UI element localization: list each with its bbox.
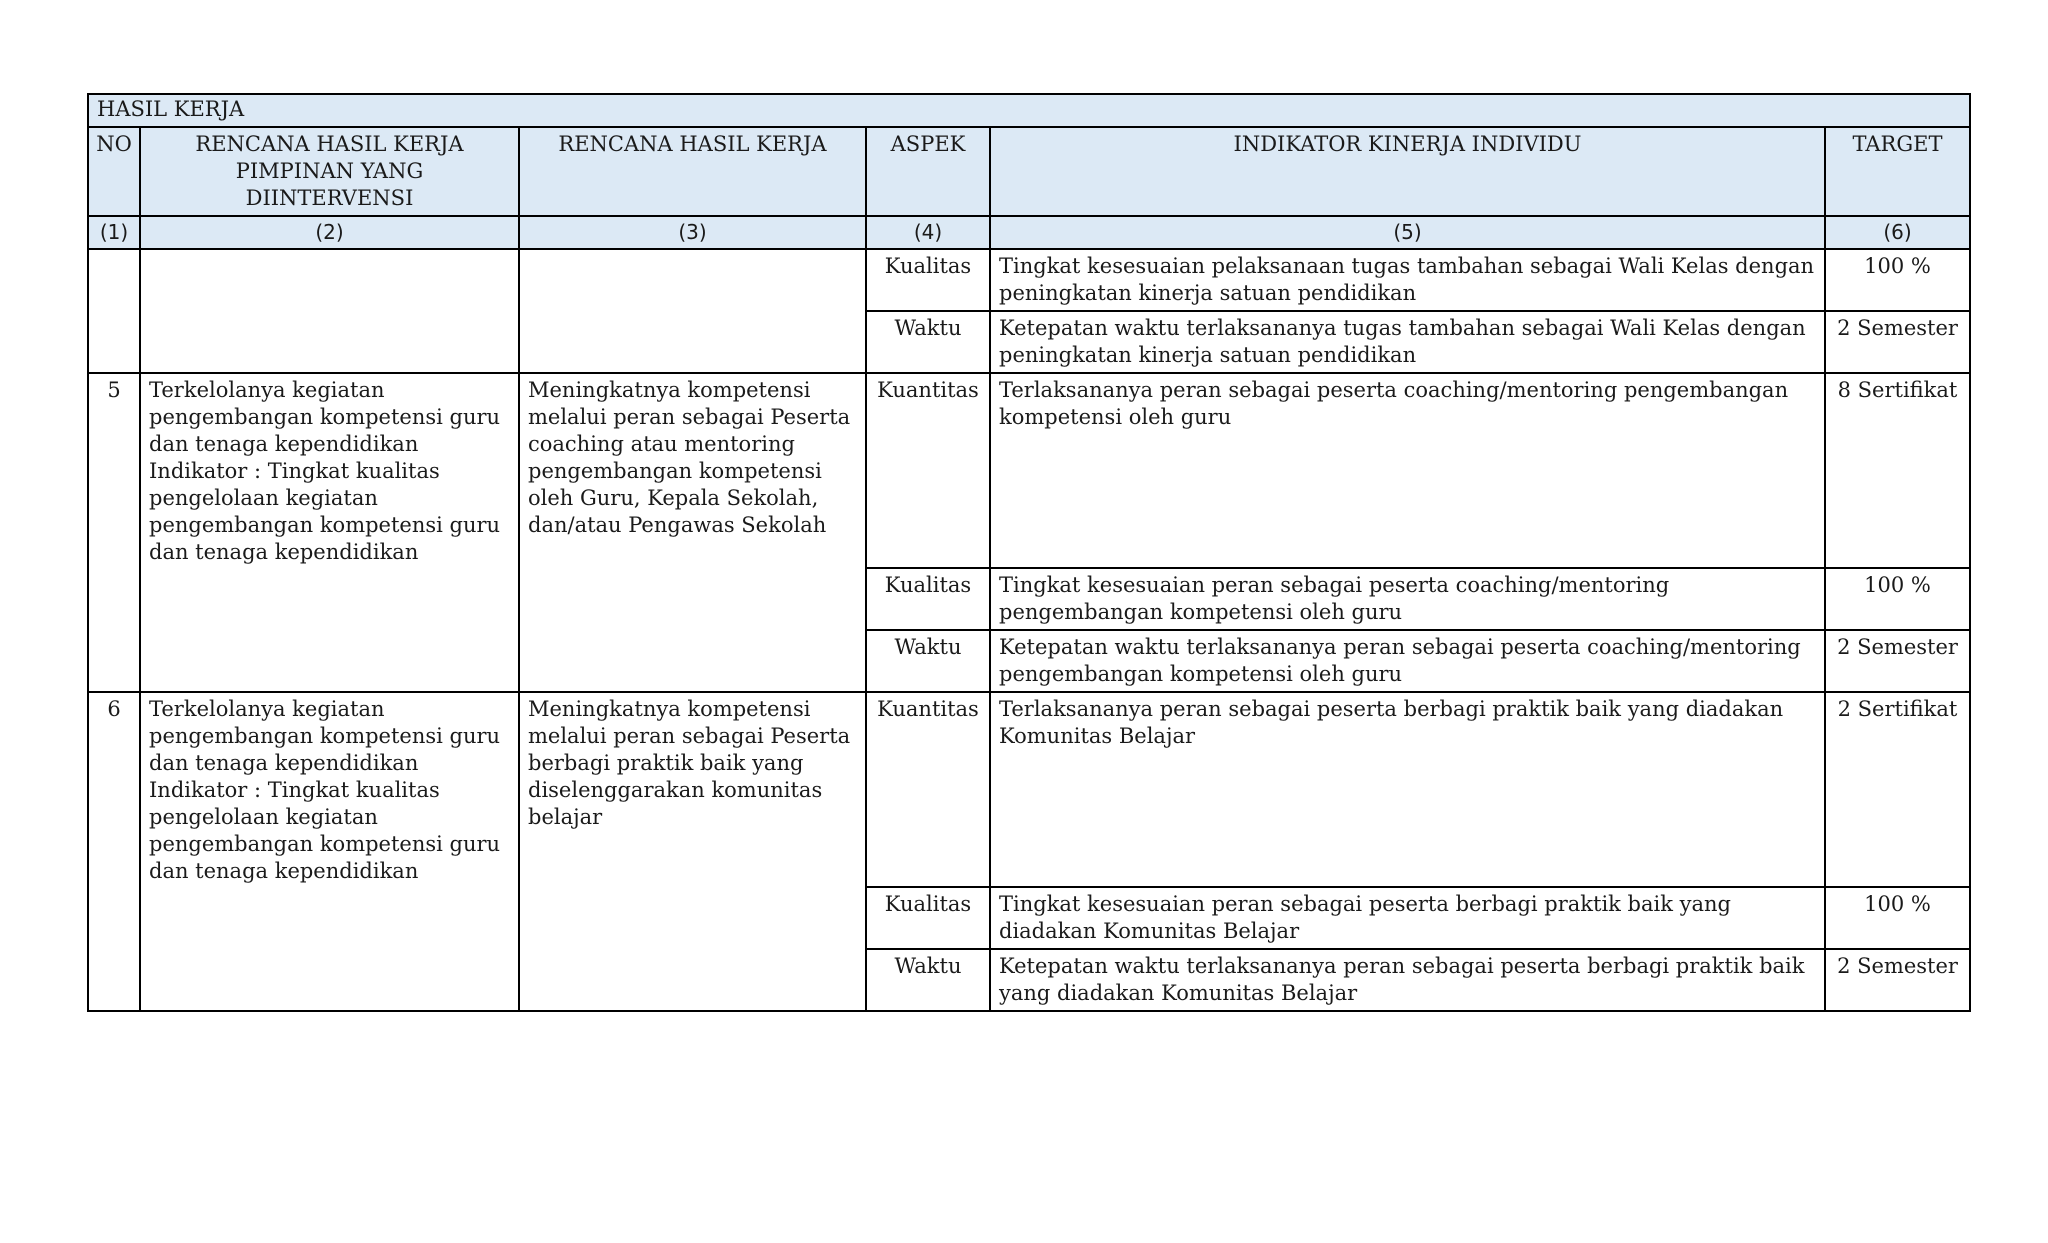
- indikator-cell: Tingkat kesesuaian peran sebagai peserta berbagi praktik baik yang diadakan Komunitas Belajar: [990, 887, 1825, 949]
- aspek-cell: Kuantitas: [866, 373, 990, 568]
- target-cell: 2 Sertifikat: [1825, 692, 1970, 887]
- aspek-cell: Kualitas: [866, 249, 990, 311]
- header-no: NO: [88, 127, 140, 216]
- column-number: (2): [140, 216, 519, 249]
- empty-cell: [88, 249, 140, 373]
- aspek-cell: Kualitas: [866, 887, 990, 949]
- table-row: [88, 692, 1970, 887]
- rencana-pimpinan-cell: Terkelolanya kegiatan pengembangan kompetensi guru dan tenaga kependidikan Indikator : Tingkat kualitas pengelolaan kegiatan pengembangan kompetensi guru dan tenaga kependidikan: [140, 692, 519, 1011]
- header-indikator: INDIKATOR KINERJA INDIVIDU: [990, 127, 1825, 216]
- column-number: (3): [519, 216, 866, 249]
- indikator-cell: Terlaksananya peran sebagai peserta berbagi praktik baik yang diadakan Komunitas Belajar: [990, 692, 1825, 887]
- target-cell: 2 Semester: [1825, 630, 1970, 692]
- indikator-cell: Tingkat kesesuaian pelaksanaan tugas tambahan sebagai Wali Kelas dengan peningkatan kinerja satuan pendidikan: [990, 249, 1825, 311]
- empty-cell: [140, 249, 519, 373]
- aspek-cell: Waktu: [866, 630, 990, 692]
- aspek-cell: Kuantitas: [866, 692, 990, 887]
- empty-cell: [519, 249, 866, 373]
- rencana-cell: Meningkatnya kompetensi melalui peran sebagai Peserta coaching atau mentoring pengembangan kompetensi oleh Guru, Kepala Sekolah, dan/atau Pengawas Sekolah: [519, 373, 866, 692]
- rencana-pimpinan-cell: Terkelolanya kegiatan pengembangan kompetensi guru dan tenaga kependidikan Indikator : Tingkat kualitas pengelolaan kegiatan pengembangan kompetensi guru dan tenaga kependidikan: [140, 373, 519, 692]
- indikator-cell: Terlaksananya peran sebagai peserta coaching/mentoring pengembangan kompetensi oleh guru: [990, 373, 1825, 568]
- table-row: [88, 249, 1970, 311]
- target-cell: 100 %: [1825, 568, 1970, 630]
- row-number: 6: [88, 692, 140, 1011]
- column-number: (6): [1825, 216, 1970, 249]
- aspek-cell: Kualitas: [866, 568, 990, 630]
- header-rencana-pimpinan: RENCANA HASIL KERJA PIMPINAN YANG DIINTERVENSI: [140, 127, 519, 216]
- row-number: 5: [88, 373, 140, 692]
- aspek-cell: Waktu: [866, 949, 990, 1011]
- indikator-cell: Ketepatan waktu terlaksananya tugas tambahan sebagai Wali Kelas dengan peningkatan kinerja satuan pendidikan: [990, 311, 1825, 373]
- indikator-cell: Ketepatan waktu terlaksananya peran sebagai peserta berbagi praktik baik yang diadakan Komunitas Belajar: [990, 949, 1825, 1011]
- table-title: HASIL KERJA: [88, 94, 1970, 127]
- header-rencana: RENCANA HASIL KERJA: [519, 127, 866, 216]
- column-number: (5): [990, 216, 1825, 249]
- performance-table: [87, 93, 1971, 1012]
- table-row: [88, 373, 1970, 568]
- rencana-cell: Meningkatnya kompetensi melalui peran sebagai Peserta berbagi praktik baik yang diselenggarakan komunitas belajar: [519, 692, 866, 1011]
- indikator-cell: Ketepatan waktu terlaksananya peran sebagai peserta coaching/mentoring pengembangan kompetensi oleh guru: [990, 630, 1825, 692]
- header-target: TARGET: [1825, 127, 1970, 216]
- aspek-cell: Waktu: [866, 311, 990, 373]
- target-cell: 100 %: [1825, 249, 1970, 311]
- target-cell: 8 Sertifikat: [1825, 373, 1970, 568]
- column-number: (4): [866, 216, 990, 249]
- target-cell: 100 %: [1825, 887, 1970, 949]
- target-cell: 2 Semester: [1825, 949, 1970, 1011]
- column-number: (1): [88, 216, 140, 249]
- target-cell: 2 Semester: [1825, 311, 1970, 373]
- indikator-cell: Tingkat kesesuaian peran sebagai peserta coaching/mentoring pengembangan kompetensi oleh guru: [990, 568, 1825, 630]
- header-aspek: ASPEK: [866, 127, 990, 216]
